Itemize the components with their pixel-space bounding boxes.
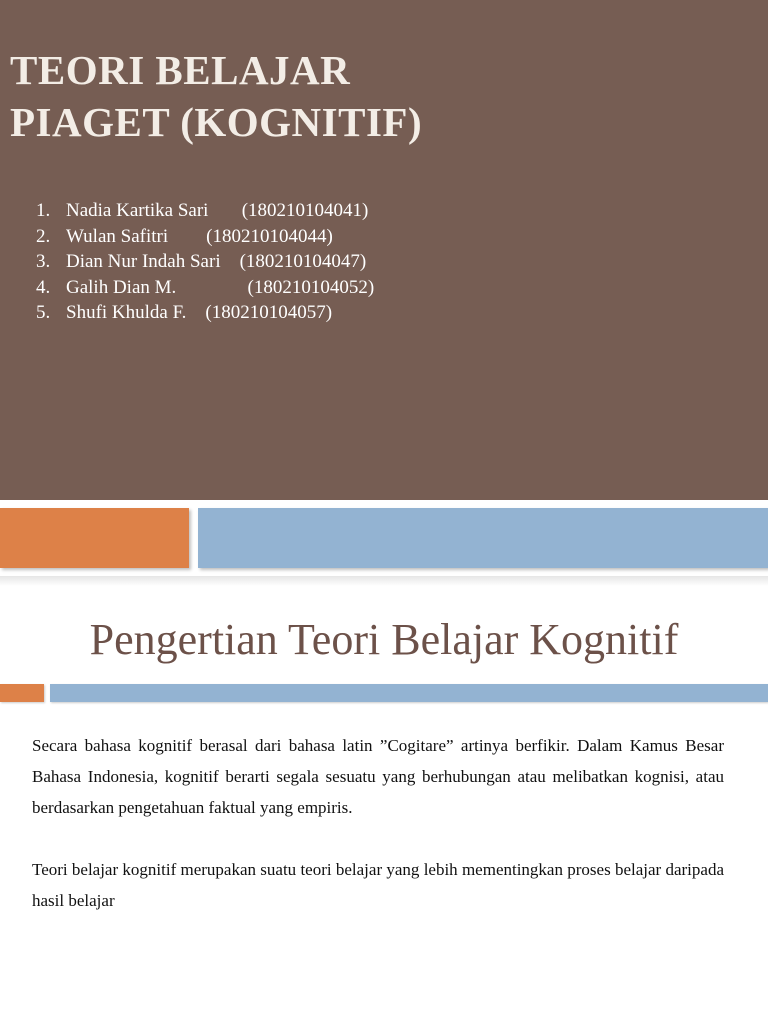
- footer-orange-block: [0, 508, 189, 568]
- member-name: Dian Nur Indah Sari: [66, 251, 240, 272]
- member-nim: (180210104052): [247, 276, 375, 298]
- member-item: [36, 249, 374, 275]
- member-name: Shufi Khulda F.: [66, 302, 206, 323]
- member-list: [36, 198, 374, 326]
- member-item: [36, 300, 374, 326]
- content-slide-title: Pengertian Teori Belajar Kognitif: [89, 615, 679, 664]
- title-underline-orange: [0, 684, 44, 702]
- member-item: [36, 275, 374, 301]
- content-paragraph-1: Secara bahasa kognitif berasal dari bahasa latin ”Cogitare” artinya berfikir. Dalam Kamus Besar Bahasa Indonesia, kognitif berarti segala sesuatu yang berhubungan atau melibatkan kognisi, atau berdasarkan pengetahuan faktual yang empiris.: [32, 736, 724, 817]
- member-number: 2.: [36, 225, 51, 247]
- content-body: [32, 730, 724, 947]
- member-number: 5.: [36, 302, 51, 323]
- member-nim: (180210104044): [206, 225, 333, 247]
- content-paragraph-2: Teori belajar kognitif merupakan suatu teori belajar yang lebih mementingkan proses belajar daripada hasil belajar: [32, 860, 724, 910]
- member-item: [36, 198, 374, 224]
- title-slide: [0, 0, 768, 500]
- footer-blue-block: [198, 508, 768, 568]
- slide-divider: [0, 576, 768, 586]
- member-number: 3.: [36, 251, 51, 272]
- member-name: Nadia Kartika Sari: [66, 200, 242, 221]
- member-number: 1.: [36, 200, 51, 221]
- title-underline-blue: [50, 684, 768, 702]
- member-item: [36, 224, 374, 250]
- slide-title: [10, 44, 422, 148]
- slide-title-line-1: TEORI BELAJAR: [10, 47, 351, 93]
- member-number: 4.: [36, 276, 51, 298]
- slide-title-line-2: PIAGET (KOGNITIF): [10, 99, 423, 145]
- member-name: Wulan Safitri: [66, 225, 207, 247]
- member-nim: (180210104057): [205, 302, 333, 323]
- member-nim: (180210104041): [241, 200, 369, 221]
- member-nim: (180210104047): [239, 251, 367, 272]
- member-name: Galih Dian M.: [66, 276, 248, 298]
